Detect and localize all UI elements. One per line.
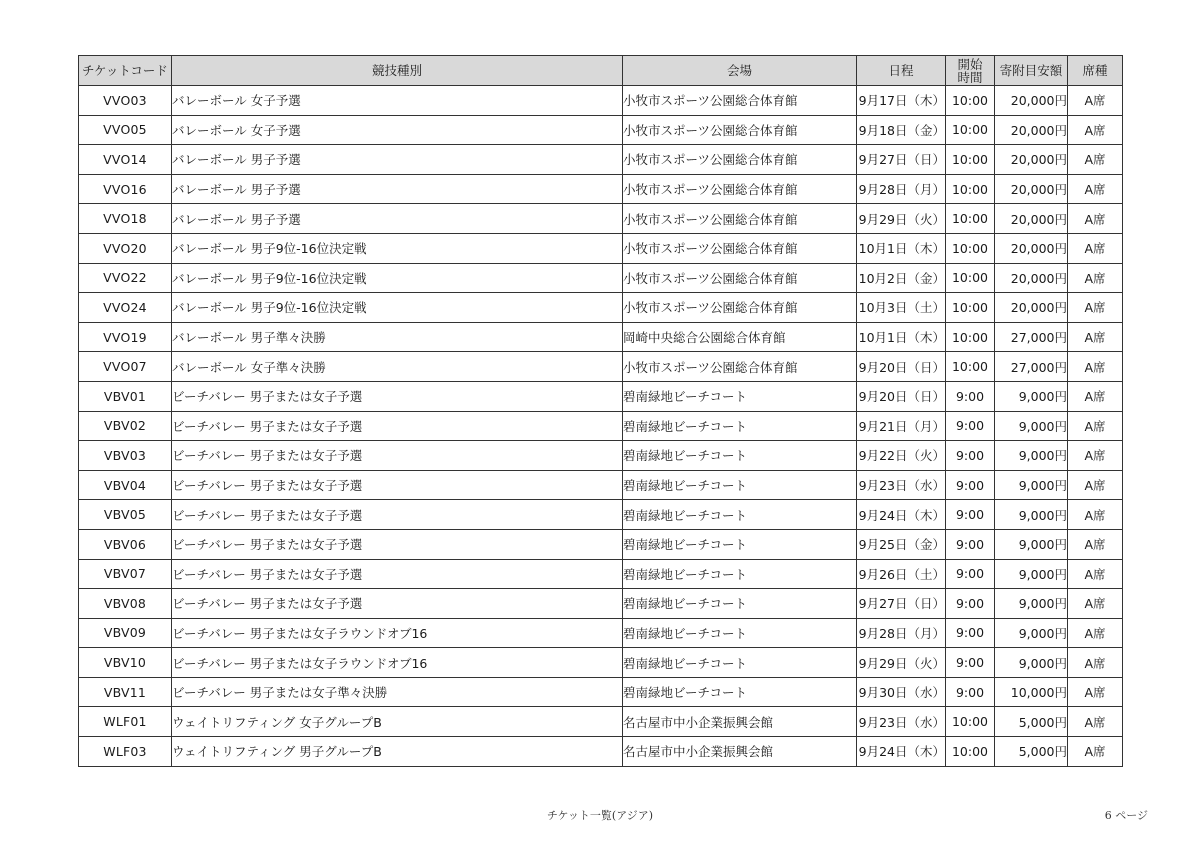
table-row [79, 618, 1123, 648]
cell-venue: 小牧市スポーツ公園総合体育館 [623, 263, 857, 293]
cell-venue: 名古屋市中小企業振興会館 [623, 707, 857, 737]
cell-venue: 小牧市スポーツ公園総合体育館 [623, 115, 857, 145]
header-start-time-line1: 開始 [957, 56, 983, 72]
cell-event: ビーチバレー 男子または女子予選 [172, 529, 623, 559]
table-body [79, 86, 1123, 767]
cell-price: 20,000円 [995, 86, 1068, 116]
cell-date: 9月24日（木） [857, 500, 946, 530]
cell-venue: 碧南緑地ビーチコート [623, 500, 857, 530]
cell-venue: 岡崎中央総合公園総合体育館 [623, 322, 857, 352]
cell-date: 9月23日（水） [857, 470, 946, 500]
cell-date: 9月29日（火） [857, 648, 946, 678]
cell-time: 9:00 [946, 589, 995, 619]
cell-venue: 小牧市スポーツ公園総合体育館 [623, 352, 857, 382]
cell-date: 9月22日（火） [857, 441, 946, 471]
cell-code: VBV10 [79, 648, 172, 678]
cell-code: VBV01 [79, 381, 172, 411]
cell-code: VBV02 [79, 411, 172, 441]
cell-seat: A席 [1068, 293, 1123, 323]
cell-price: 20,000円 [995, 293, 1068, 323]
cell-seat: A席 [1068, 115, 1123, 145]
cell-event: バレーボール 男子予選 [172, 145, 623, 175]
cell-price: 9,000円 [995, 500, 1068, 530]
cell-date: 9月28日（月） [857, 618, 946, 648]
table-row [79, 470, 1123, 500]
cell-date: 9月30日（水） [857, 677, 946, 707]
cell-code: VBV03 [79, 441, 172, 471]
cell-seat: A席 [1068, 86, 1123, 116]
cell-venue: 小牧市スポーツ公園総合体育館 [623, 174, 857, 204]
cell-venue: 碧南緑地ビーチコート [623, 529, 857, 559]
cell-date: 10月3日（土） [857, 293, 946, 323]
cell-price: 9,000円 [995, 618, 1068, 648]
cell-price: 20,000円 [995, 263, 1068, 293]
cell-time: 10:00 [946, 174, 995, 204]
cell-seat: A席 [1068, 263, 1123, 293]
cell-seat: A席 [1068, 441, 1123, 471]
cell-price: 9,000円 [995, 529, 1068, 559]
cell-event: ビーチバレー 男子または女子ラウンドオブ16 [172, 648, 623, 678]
cell-event: バレーボール 男子9位-16位決定戦 [172, 293, 623, 323]
cell-price: 9,000円 [995, 589, 1068, 619]
table-header-row [79, 56, 1123, 86]
cell-seat: A席 [1068, 204, 1123, 234]
cell-code: VVO05 [79, 115, 172, 145]
cell-seat: A席 [1068, 737, 1123, 767]
cell-code: VBV07 [79, 559, 172, 589]
cell-event: バレーボール 男子予選 [172, 204, 623, 234]
cell-price: 9,000円 [995, 381, 1068, 411]
cell-venue: 碧南緑地ビーチコート [623, 618, 857, 648]
cell-price: 20,000円 [995, 233, 1068, 263]
cell-date: 9月23日（水） [857, 707, 946, 737]
cell-event: バレーボール 女子予選 [172, 115, 623, 145]
table-row [79, 381, 1123, 411]
cell-time: 10:00 [946, 352, 995, 382]
cell-time: 9:00 [946, 470, 995, 500]
cell-event: ビーチバレー 男子または女子予選 [172, 470, 623, 500]
table-row [79, 500, 1123, 530]
table-row [79, 174, 1123, 204]
cell-venue: 小牧市スポーツ公園総合体育館 [623, 233, 857, 263]
cell-code: WLF01 [79, 707, 172, 737]
cell-venue: 碧南緑地ビーチコート [623, 589, 857, 619]
cell-venue: 碧南緑地ビーチコート [623, 441, 857, 471]
cell-seat: A席 [1068, 233, 1123, 263]
table-row [79, 441, 1123, 471]
table-row [79, 204, 1123, 234]
cell-code: WLF03 [79, 737, 172, 767]
cell-price: 9,000円 [995, 648, 1068, 678]
cell-price: 5,000円 [995, 707, 1068, 737]
cell-date: 9月21日（月） [857, 411, 946, 441]
cell-date: 9月29日（火） [857, 204, 946, 234]
cell-time: 10:00 [946, 86, 995, 116]
table-row [79, 677, 1123, 707]
cell-code: VVO22 [79, 263, 172, 293]
cell-code: VVO18 [79, 204, 172, 234]
cell-price: 9,000円 [995, 559, 1068, 589]
cell-seat: A席 [1068, 589, 1123, 619]
cell-venue: 碧南緑地ビーチコート [623, 559, 857, 589]
cell-event: ウェイトリフティング 男子グループB [172, 737, 623, 767]
cell-date: 9月17日（木） [857, 86, 946, 116]
cell-price: 20,000円 [995, 204, 1068, 234]
cell-event: バレーボール 男子9位-16位決定戦 [172, 233, 623, 263]
cell-event: ビーチバレー 男子または女子準々決勝 [172, 677, 623, 707]
cell-time: 10:00 [946, 204, 995, 234]
cell-time: 9:00 [946, 618, 995, 648]
cell-time: 9:00 [946, 381, 995, 411]
cell-code: VBV05 [79, 500, 172, 530]
cell-price: 27,000円 [995, 322, 1068, 352]
table-row [79, 322, 1123, 352]
header-seat: 席種 [1068, 56, 1123, 86]
cell-event: ウェイトリフティング 女子グループB [172, 707, 623, 737]
cell-seat: A席 [1068, 322, 1123, 352]
table-row [79, 529, 1123, 559]
cell-date: 9月26日（土） [857, 559, 946, 589]
table-row [79, 233, 1123, 263]
cell-date: 9月18日（金） [857, 115, 946, 145]
table-row [79, 293, 1123, 323]
cell-time: 9:00 [946, 648, 995, 678]
cell-event: ビーチバレー 男子または女子予選 [172, 589, 623, 619]
cell-event: バレーボール 男子予選 [172, 174, 623, 204]
cell-time: 10:00 [946, 737, 995, 767]
table-row [79, 559, 1123, 589]
cell-event: バレーボール 女子予選 [172, 86, 623, 116]
cell-code: VVO19 [79, 322, 172, 352]
cell-code: VBV09 [79, 618, 172, 648]
cell-event: ビーチバレー 男子または女子予選 [172, 381, 623, 411]
cell-venue: 碧南緑地ビーチコート [623, 648, 857, 678]
cell-event: ビーチバレー 男子または女子予選 [172, 500, 623, 530]
cell-seat: A席 [1068, 411, 1123, 441]
cell-code: VVO14 [79, 145, 172, 175]
cell-seat: A席 [1068, 677, 1123, 707]
cell-price: 20,000円 [995, 115, 1068, 145]
cell-date: 9月28日（月） [857, 174, 946, 204]
header-start-time [946, 56, 995, 86]
table-row [79, 352, 1123, 382]
cell-price: 27,000円 [995, 352, 1068, 382]
cell-seat: A席 [1068, 470, 1123, 500]
table-row [79, 86, 1123, 116]
cell-event: バレーボール 男子準々決勝 [172, 322, 623, 352]
footer-page-number: 6 ページ [1104, 809, 1148, 822]
cell-event: ビーチバレー 男子または女子ラウンドオブ16 [172, 618, 623, 648]
table-row [79, 115, 1123, 145]
cell-time: 9:00 [946, 677, 995, 707]
cell-code: VVO20 [79, 233, 172, 263]
cell-price: 9,000円 [995, 441, 1068, 471]
cell-date: 9月25日（金） [857, 529, 946, 559]
cell-date: 10月2日（金） [857, 263, 946, 293]
cell-seat: A席 [1068, 648, 1123, 678]
cell-event: ビーチバレー 男子または女子予選 [172, 411, 623, 441]
cell-venue: 碧南緑地ビーチコート [623, 381, 857, 411]
table-row [79, 263, 1123, 293]
cell-time: 10:00 [946, 115, 995, 145]
header-start-time-line2: 時間 [957, 69, 983, 85]
header-venue: 会場 [623, 56, 857, 86]
cell-seat: A席 [1068, 618, 1123, 648]
cell-code: VBV11 [79, 677, 172, 707]
cell-venue: 小牧市スポーツ公園総合体育館 [623, 86, 857, 116]
cell-code: VVO16 [79, 174, 172, 204]
cell-price: 10,000円 [995, 677, 1068, 707]
cell-code: VBV04 [79, 470, 172, 500]
cell-time: 10:00 [946, 707, 995, 737]
cell-date: 9月27日（日） [857, 145, 946, 175]
table-row [79, 589, 1123, 619]
table-row [79, 707, 1123, 737]
cell-time: 9:00 [946, 441, 995, 471]
cell-code: VBV06 [79, 529, 172, 559]
cell-venue: 碧南緑地ビーチコート [623, 411, 857, 441]
table-row [79, 648, 1123, 678]
cell-time: 10:00 [946, 263, 995, 293]
cell-seat: A席 [1068, 500, 1123, 530]
cell-venue: 名古屋市中小企業振興会館 [623, 737, 857, 767]
table-row [79, 145, 1123, 175]
cell-code: VVO24 [79, 293, 172, 323]
cell-seat: A席 [1068, 707, 1123, 737]
cell-seat: A席 [1068, 529, 1123, 559]
cell-seat: A席 [1068, 174, 1123, 204]
cell-venue: 碧南緑地ビーチコート [623, 470, 857, 500]
header-code: チケットコード [79, 56, 172, 86]
cell-time: 9:00 [946, 500, 995, 530]
cell-time: 9:00 [946, 559, 995, 589]
cell-price: 20,000円 [995, 145, 1068, 175]
cell-seat: A席 [1068, 381, 1123, 411]
cell-time: 10:00 [946, 145, 995, 175]
cell-venue: 小牧市スポーツ公園総合体育館 [623, 293, 857, 323]
header-date: 日程 [857, 56, 946, 86]
cell-time: 10:00 [946, 322, 995, 352]
cell-price: 9,000円 [995, 470, 1068, 500]
cell-price: 9,000円 [995, 411, 1068, 441]
cell-time: 9:00 [946, 529, 995, 559]
cell-event: バレーボール 男子9位-16位決定戦 [172, 263, 623, 293]
cell-time: 9:00 [946, 411, 995, 441]
cell-date: 9月20日（日） [857, 352, 946, 382]
footer-title: チケット一覧(アジア) [546, 809, 654, 822]
cell-seat: A席 [1068, 352, 1123, 382]
cell-time: 10:00 [946, 293, 995, 323]
cell-date: 10月1日（木） [857, 322, 946, 352]
table-row [79, 411, 1123, 441]
cell-code: VVO07 [79, 352, 172, 382]
cell-venue: 碧南緑地ビーチコート [623, 677, 857, 707]
cell-event: バレーボール 女子準々決勝 [172, 352, 623, 382]
cell-event: ビーチバレー 男子または女子予選 [172, 441, 623, 471]
cell-price: 5,000円 [995, 737, 1068, 767]
cell-date: 9月27日（日） [857, 589, 946, 619]
cell-date: 10月1日（木） [857, 233, 946, 263]
ticket-table [78, 55, 1123, 767]
header-price: 寄附目安額 [995, 56, 1068, 86]
cell-date: 9月24日（木） [857, 737, 946, 767]
cell-seat: A席 [1068, 559, 1123, 589]
cell-code: VVO03 [79, 86, 172, 116]
header-event: 競技種別 [172, 56, 623, 86]
table-row [79, 737, 1123, 767]
cell-time: 10:00 [946, 233, 995, 263]
cell-price: 20,000円 [995, 174, 1068, 204]
cell-venue: 小牧市スポーツ公園総合体育館 [623, 204, 857, 234]
cell-venue: 小牧市スポーツ公園総合体育館 [623, 145, 857, 175]
cell-event: ビーチバレー 男子または女子予選 [172, 559, 623, 589]
cell-code: VBV08 [79, 589, 172, 619]
cell-seat: A席 [1068, 145, 1123, 175]
cell-date: 9月20日（日） [857, 381, 946, 411]
